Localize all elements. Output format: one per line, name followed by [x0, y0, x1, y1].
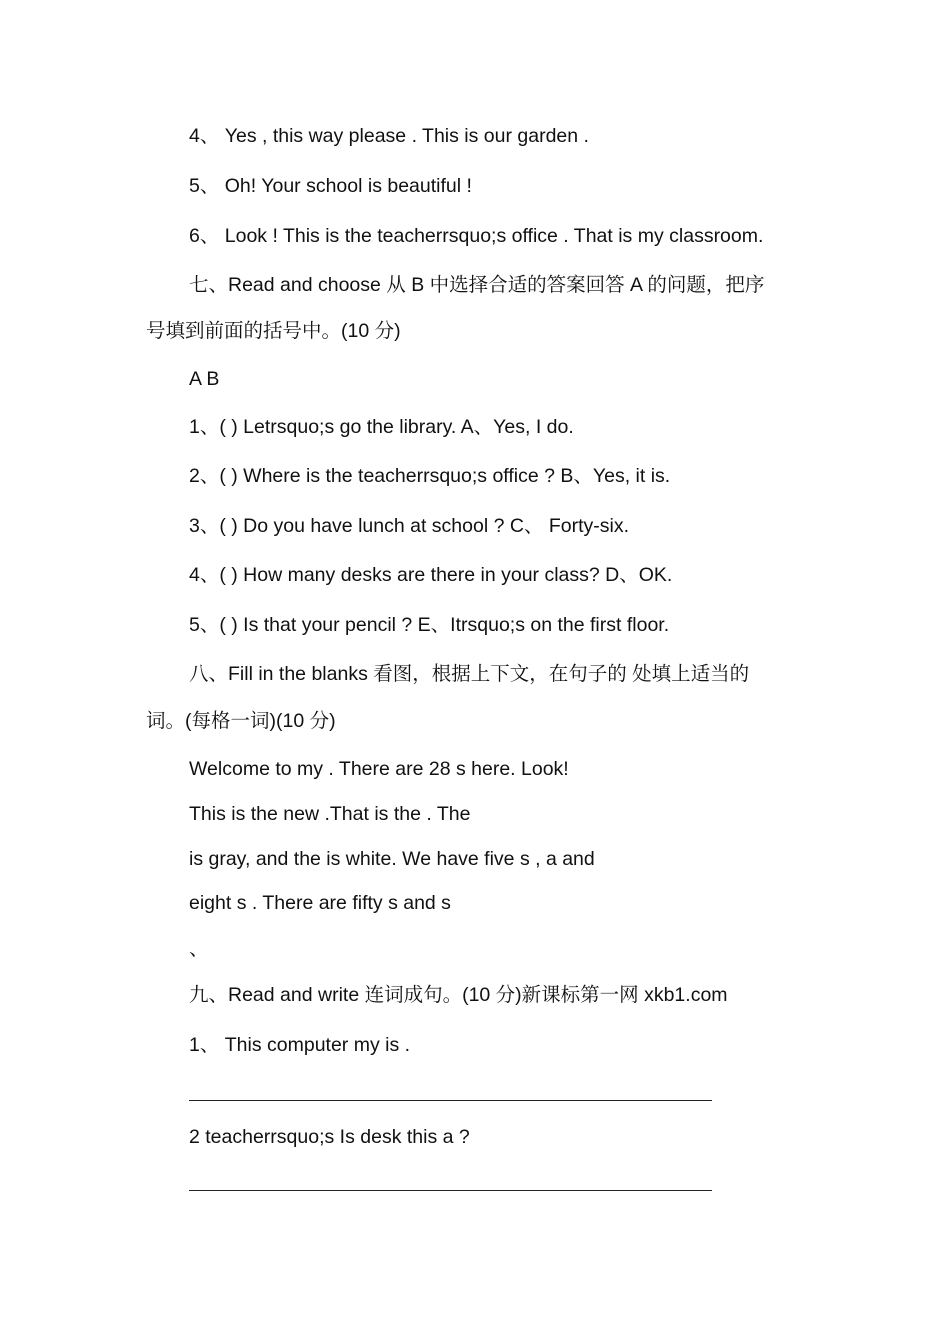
section8-passage-line-5: 、 — [189, 938, 209, 960]
section9-heading: 九、Read and write 连词成句。(10 分)新课标第一网 xkb1.com — [189, 984, 728, 1006]
section8-heading-line1: 八、Fill in the blanks 看图，根据上下文，在句子的 处填上适当的 — [189, 663, 750, 685]
section6-item-5: 5、 Oh! Your school is beautiful ! — [189, 175, 472, 197]
section7-item-4: 4、( ) How many desks are there in your class? D、OK. — [189, 564, 673, 586]
section7-item-1: 1、( ) Letrsquo;s go the library. A、Yes, I do. — [189, 416, 574, 438]
section8-passage-line-4: eight s . There are fifty s and s — [189, 892, 451, 914]
section8-heading-line2: 词。(每格一词)(10 分) — [146, 710, 336, 732]
answer-line-2[interactable] — [189, 1190, 712, 1191]
section7-heading-line1: 七、Read and choose 从 B 中选择合适的答案回答 A 的问题，把序 — [189, 274, 765, 296]
section8-passage-line-3: is gray, and the is white. We have five s , a and — [189, 848, 595, 870]
section7-item-2: 2、( ) Where is the teacherrsquo;s office ? B、Yes, it is. — [189, 465, 671, 487]
section7-item-3: 3、( ) Do you have lunch at school ? C、 Forty-six. — [189, 515, 629, 537]
section6-item-6: 6、 Look ! This is the teacherrsquo;s office . That is my classroom. — [189, 225, 764, 247]
section6-item-4: 4、 Yes , this way please . This is our garden . — [189, 125, 589, 147]
section9-item-2: 2 teacherrsquo;s Is desk this a ? — [189, 1126, 470, 1148]
section7-columns: A B — [189, 368, 220, 390]
section7-item-5: 5、( ) Is that your pencil ? E、Itrsquo;s on the first floor. — [189, 614, 670, 636]
answer-line-1[interactable] — [189, 1100, 712, 1101]
section9-item-1: 1、 This computer my is . — [189, 1034, 411, 1056]
section7-heading-line2: 号填到前面的括号中。(10 分) — [146, 320, 401, 342]
section8-passage-line-2: This is the new .That is the . The — [189, 803, 471, 825]
section8-passage-line-1: Welcome to my . There are 28 s here. Look! — [189, 758, 569, 780]
